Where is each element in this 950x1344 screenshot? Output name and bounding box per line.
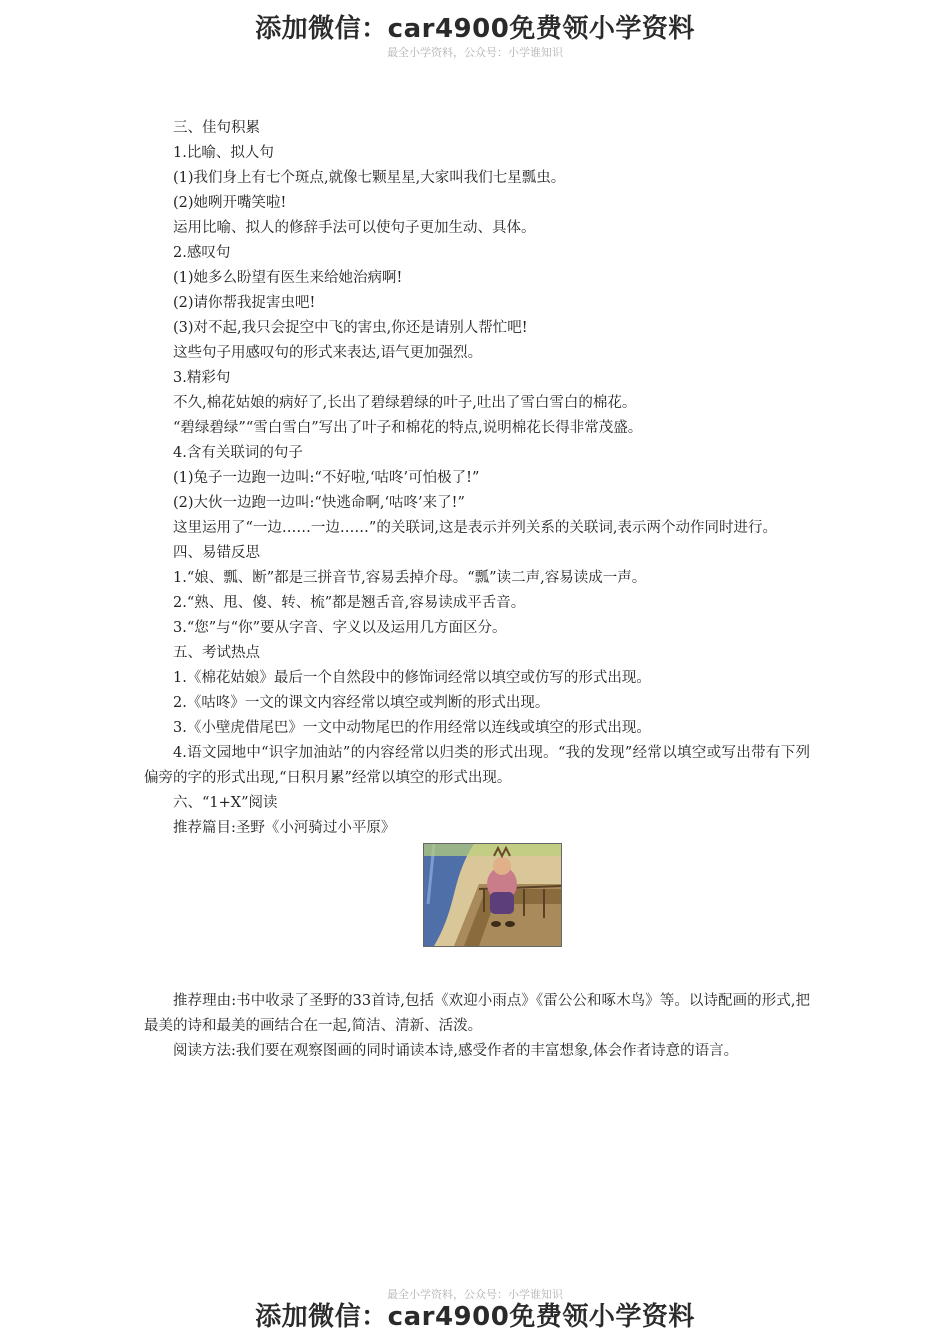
subheading: 2.感叹句 [173, 245, 231, 261]
book-illustration [423, 843, 562, 947]
paragraph: 这些句子用感叹句的形式来表达,语气更加强烈。 [173, 345, 483, 361]
subheading: 4.含有关联词的句子 [173, 445, 303, 461]
section-heading: 六、“1+X”阅读 [173, 795, 278, 811]
header-faint-text: 最全小学资料，公众号：小学谁知识 [387, 46, 563, 59]
paragraph: 2.《咕咚》一文的课文内容经常以填空或判断的形式出现。 [173, 695, 550, 711]
footer-faint-text: 最全小学资料，公众号：小学谁知识 [387, 1288, 563, 1301]
paragraph: (1)兔子一边跑一边叫:“不好啦,‘咕咚’可怕极了!” [173, 470, 480, 486]
paragraph: 不久,棉花姑娘的病好了,长出了碧绿碧绿的叶子,吐出了雪白雪白的棉花。 [173, 395, 637, 411]
paragraph: 这里运用了“一边……一边……”的关联词,这是表示并列关系的关联词,表示两个动作同时进行。 [173, 520, 778, 536]
paragraph: 运用比喻、拟人的修辞手法可以使句子更加生动、具体。 [173, 220, 536, 236]
footer-watermark: 添加微信：car4900免费领小学资料 [255, 1302, 695, 1332]
paragraph: 2.“熟、甩、傻、转、梳”都是翘舌音,容易读成平舌音。 [173, 595, 526, 611]
header-watermark: 添加微信：car4900免费领小学资料 [255, 14, 695, 44]
section-heading: 四、易错反思 [173, 545, 260, 561]
paragraph: 3.“您”与“你”要从字音、字义以及运用几方面区分。 [173, 620, 507, 636]
paragraph: “碧绿碧绿”“雪白雪白”写出了叶子和棉花的特点,说明棉花长得非常茂盛。 [173, 420, 643, 436]
paragraph: (2)她咧开嘴笑啦! [173, 195, 287, 211]
paragraph: (2)请你帮我捉害虫吧! [173, 295, 316, 311]
paragraph: (1)我们身上有七个斑点,就像七颗星星,大家叫我们七星瓢虫。 [173, 170, 566, 186]
section-heading: 三、佳句积累 [173, 120, 260, 136]
illustration-graphic [424, 844, 561, 946]
paragraph: (3)对不起,我只会捉空中飞的害虫,你还是请别人帮忙吧! [173, 320, 528, 336]
paragraph: 推荐篇目:圣野《小河骑过小平原》 [173, 820, 396, 836]
document-body [144, 116, 810, 1064]
paragraph: 4.语文园地中“识字加油站”的内容经常以归类的形式出现。“我的发现”经常以填空或写出带有下列偏旁的字的形式出现,“日积月累”经常以填空的形式出现。 [144, 745, 810, 786]
section-heading: 五、考试热点 [173, 645, 260, 661]
paragraph: (2)大伙一边跑一边叫:“快逃命啊,‘咕咚’来了!” [173, 495, 465, 511]
paragraph: 1.“娘、瓢、断”都是三拼音节,容易丢掉介母。“瓢”读二声,容易读成一声。 [173, 570, 647, 586]
paragraph: (1)她多么盼望有医生来给她治病啊! [173, 270, 403, 286]
illustration-container [144, 841, 810, 989]
paragraph: 1.《棉花姑娘》最后一个自然段中的修饰词经常以填空或仿写的形式出现。 [173, 670, 651, 686]
subheading: 3.精彩句 [173, 370, 231, 386]
paragraph: 推荐理由:书中收录了圣野的33首诗,包括《欢迎小雨点》《雷公公和啄木鸟》等。以诗配画的形式,把最美的诗和最美的画结合在一起,简洁、清新、活泼。 [144, 993, 810, 1034]
paragraph: 阅读方法:我们要在观察图画的同时诵读本诗,感受作者的丰富想象,体会作者诗意的语言。 [173, 1043, 739, 1059]
subheading: 1.比喻、拟人句 [173, 145, 274, 161]
paragraph: 3.《小壁虎借尾巴》一文中动物尾巴的作用经常以连线或填空的形式出现。 [173, 720, 651, 736]
